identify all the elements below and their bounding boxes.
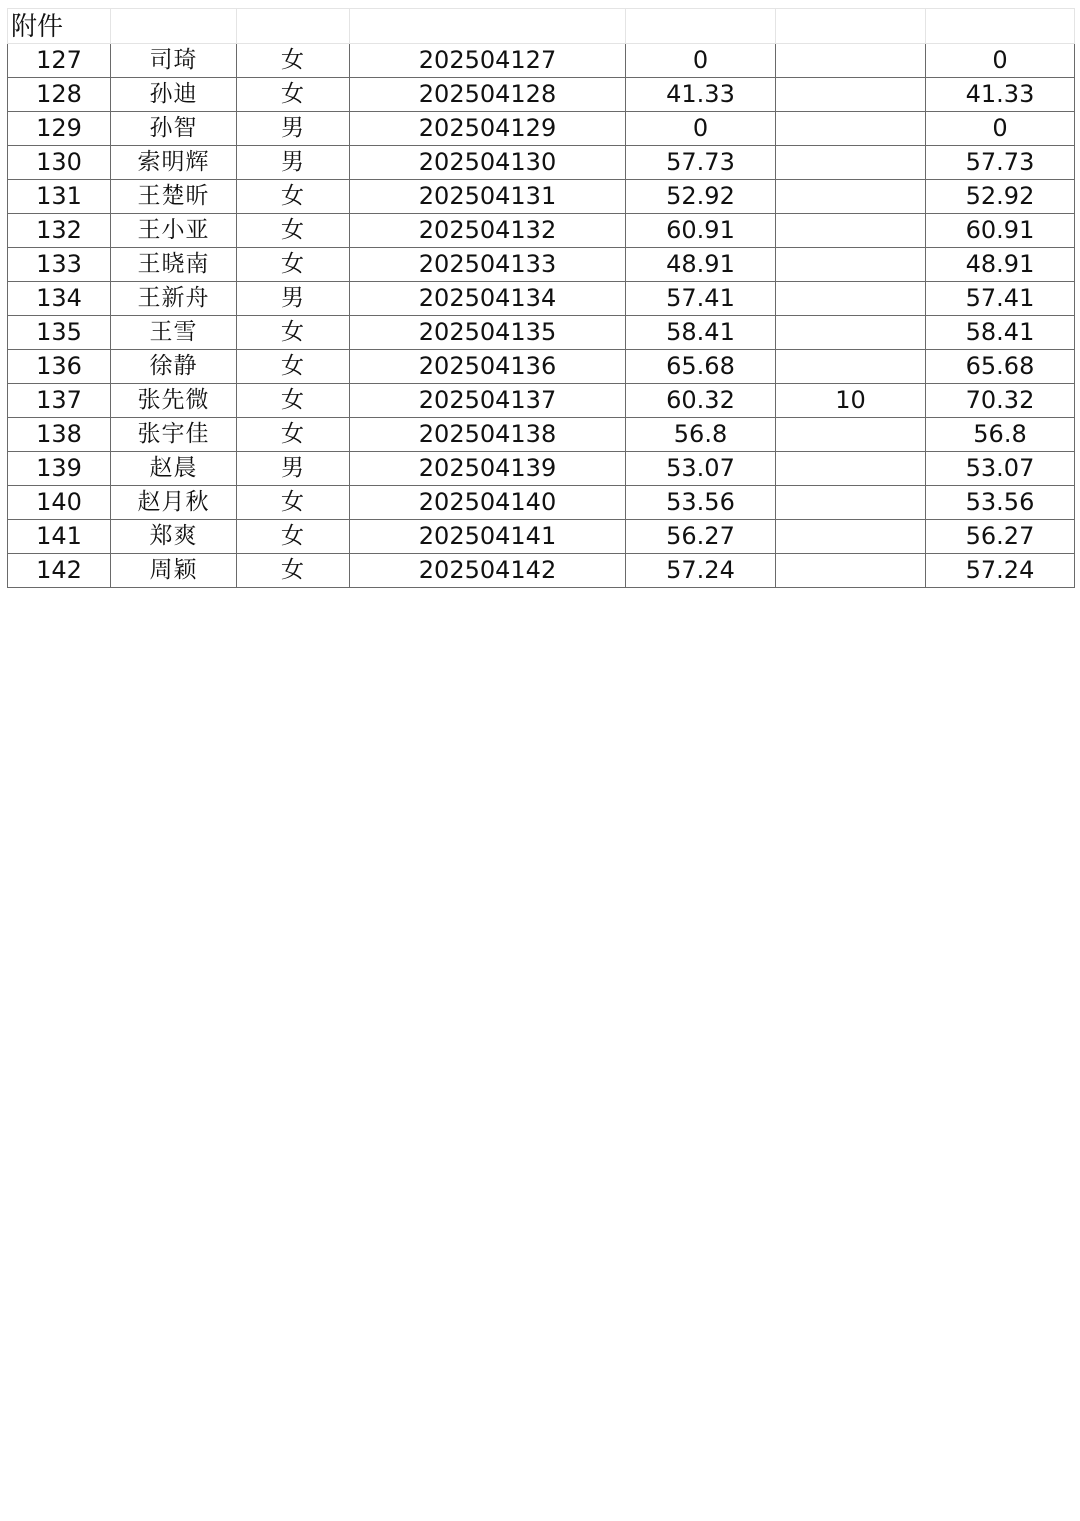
bonus-cell <box>776 146 926 180</box>
written-score-cell: 0 <box>626 44 776 78</box>
exam-id-cell: 202504135 <box>350 316 626 350</box>
table-row <box>8 554 1075 588</box>
bonus-cell <box>776 316 926 350</box>
score-table <box>7 8 1075 588</box>
seq-cell: 136 <box>8 350 111 384</box>
total-score-cell: 57.41 <box>926 282 1075 316</box>
seq-cell: 127 <box>8 44 111 78</box>
bonus-cell <box>776 554 926 588</box>
total-score-cell: 41.33 <box>926 78 1075 112</box>
exam-id-cell: 202504131 <box>350 180 626 214</box>
gender-cell: 男 <box>237 282 350 316</box>
seq-cell: 129 <box>8 112 111 146</box>
gender-cell: 女 <box>237 520 350 554</box>
name-cell: 王晓南 <box>111 248 237 282</box>
exam-id-cell: 202504138 <box>350 418 626 452</box>
seq-cell: 142 <box>8 554 111 588</box>
name-cell: 王新舟 <box>111 282 237 316</box>
bonus-cell <box>776 248 926 282</box>
written-score-cell: 58.41 <box>626 316 776 350</box>
written-score-cell: 57.24 <box>626 554 776 588</box>
seq-cell: 130 <box>8 146 111 180</box>
empty-header-cell <box>111 9 237 44</box>
seq-cell: 128 <box>8 78 111 112</box>
gender-cell: 女 <box>237 78 350 112</box>
table-row <box>8 112 1075 146</box>
seq-cell: 132 <box>8 214 111 248</box>
total-score-cell: 57.73 <box>926 146 1075 180</box>
total-score-cell: 60.91 <box>926 214 1075 248</box>
gender-cell: 女 <box>237 554 350 588</box>
exam-id-cell: 202504136 <box>350 350 626 384</box>
written-score-cell: 57.41 <box>626 282 776 316</box>
gender-cell: 男 <box>237 452 350 486</box>
seq-cell: 138 <box>8 418 111 452</box>
bonus-cell <box>776 486 926 520</box>
exam-id-cell: 202504137 <box>350 384 626 418</box>
total-score-cell: 56.27 <box>926 520 1075 554</box>
gender-cell: 女 <box>237 248 350 282</box>
total-score-cell: 52.92 <box>926 180 1075 214</box>
seq-cell: 135 <box>8 316 111 350</box>
table-row <box>8 248 1075 282</box>
table-row <box>8 452 1075 486</box>
gender-cell: 女 <box>237 316 350 350</box>
written-score-cell: 0 <box>626 112 776 146</box>
gender-cell: 男 <box>237 112 350 146</box>
total-score-cell: 0 <box>926 44 1075 78</box>
total-score-cell: 65.68 <box>926 350 1075 384</box>
total-score-cell: 0 <box>926 112 1075 146</box>
gender-cell: 女 <box>237 350 350 384</box>
bonus-cell <box>776 452 926 486</box>
written-score-cell: 48.91 <box>626 248 776 282</box>
gender-cell: 女 <box>237 214 350 248</box>
bonus-cell <box>776 520 926 554</box>
bonus-cell <box>776 350 926 384</box>
gender-cell: 女 <box>237 418 350 452</box>
seq-cell: 131 <box>8 180 111 214</box>
table-row <box>8 418 1075 452</box>
exam-id-cell: 202504130 <box>350 146 626 180</box>
exam-id-cell: 202504132 <box>350 214 626 248</box>
name-cell: 孙智 <box>111 112 237 146</box>
gender-cell: 女 <box>237 486 350 520</box>
written-score-cell: 52.92 <box>626 180 776 214</box>
name-cell: 王小亚 <box>111 214 237 248</box>
total-score-cell: 53.56 <box>926 486 1075 520</box>
name-cell: 张宇佳 <box>111 418 237 452</box>
table-body <box>8 9 1075 588</box>
bonus-cell <box>776 214 926 248</box>
gender-cell: 女 <box>237 44 350 78</box>
empty-header-cell <box>350 9 626 44</box>
attachment-title: 附件 <box>8 9 111 44</box>
written-score-cell: 65.68 <box>626 350 776 384</box>
exam-id-cell: 202504128 <box>350 78 626 112</box>
seq-cell: 133 <box>8 248 111 282</box>
total-score-cell: 56.8 <box>926 418 1075 452</box>
table-row <box>8 78 1075 112</box>
bonus-cell <box>776 418 926 452</box>
seq-cell: 139 <box>8 452 111 486</box>
exam-id-cell: 202504140 <box>350 486 626 520</box>
bonus-cell <box>776 44 926 78</box>
bonus-cell <box>776 282 926 316</box>
written-score-cell: 57.73 <box>626 146 776 180</box>
name-cell: 郑爽 <box>111 520 237 554</box>
gender-cell: 女 <box>237 384 350 418</box>
table-row <box>8 146 1075 180</box>
table-row <box>8 486 1075 520</box>
total-score-cell: 48.91 <box>926 248 1075 282</box>
written-score-cell: 41.33 <box>626 78 776 112</box>
total-score-cell: 70.32 <box>926 384 1075 418</box>
exam-id-cell: 202504141 <box>350 520 626 554</box>
bonus-cell: 10 <box>776 384 926 418</box>
seq-cell: 140 <box>8 486 111 520</box>
written-score-cell: 56.27 <box>626 520 776 554</box>
name-cell: 王雪 <box>111 316 237 350</box>
table-row <box>8 44 1075 78</box>
seq-cell: 134 <box>8 282 111 316</box>
empty-header-cell <box>926 9 1075 44</box>
total-score-cell: 57.24 <box>926 554 1075 588</box>
table-row <box>8 214 1075 248</box>
empty-header-cell <box>776 9 926 44</box>
exam-id-cell: 202504142 <box>350 554 626 588</box>
name-cell: 徐静 <box>111 350 237 384</box>
written-score-cell: 60.32 <box>626 384 776 418</box>
bonus-cell <box>776 112 926 146</box>
bonus-cell <box>776 180 926 214</box>
table-row <box>8 384 1075 418</box>
exam-id-cell: 202504129 <box>350 112 626 146</box>
exam-id-cell: 202504139 <box>350 452 626 486</box>
name-cell: 张先微 <box>111 384 237 418</box>
total-score-cell: 53.07 <box>926 452 1075 486</box>
written-score-cell: 53.56 <box>626 486 776 520</box>
written-score-cell: 60.91 <box>626 214 776 248</box>
attachment-sheet <box>7 8 1074 588</box>
written-score-cell: 53.07 <box>626 452 776 486</box>
empty-header-cell <box>237 9 350 44</box>
table-row <box>8 316 1075 350</box>
name-cell: 周颖 <box>111 554 237 588</box>
name-cell: 孙迪 <box>111 78 237 112</box>
name-cell: 王楚昕 <box>111 180 237 214</box>
seq-cell: 137 <box>8 384 111 418</box>
table-row <box>8 350 1075 384</box>
gender-cell: 女 <box>237 180 350 214</box>
exam-id-cell: 202504127 <box>350 44 626 78</box>
table-row <box>8 520 1075 554</box>
table-row <box>8 180 1075 214</box>
seq-cell: 141 <box>8 520 111 554</box>
gender-cell: 男 <box>237 146 350 180</box>
total-score-cell: 58.41 <box>926 316 1075 350</box>
name-cell: 司琦 <box>111 44 237 78</box>
empty-header-cell <box>626 9 776 44</box>
exam-id-cell: 202504134 <box>350 282 626 316</box>
written-score-cell: 56.8 <box>626 418 776 452</box>
name-cell: 索明辉 <box>111 146 237 180</box>
name-cell: 赵晨 <box>111 452 237 486</box>
bonus-cell <box>776 78 926 112</box>
name-cell: 赵月秋 <box>111 486 237 520</box>
title-row <box>8 9 1075 44</box>
table-row <box>8 282 1075 316</box>
exam-id-cell: 202504133 <box>350 248 626 282</box>
